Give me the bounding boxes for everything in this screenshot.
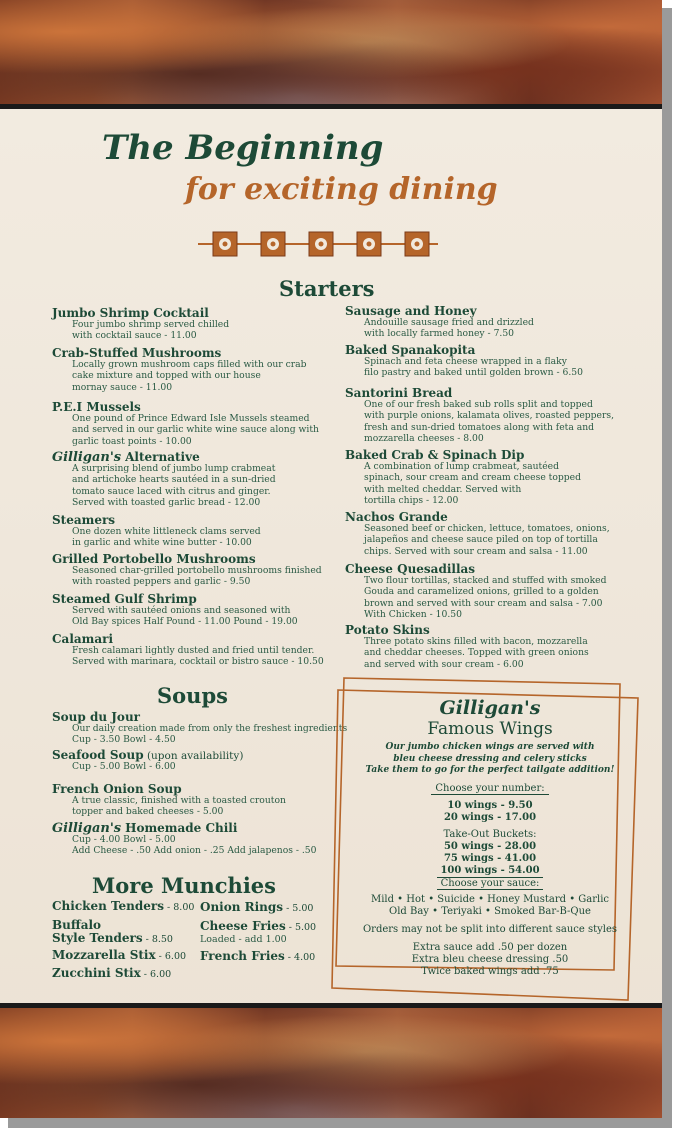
split-note: Orders may not be split into different sauce styles	[362, 923, 618, 935]
menu-item-desc-line: With Chicken - 10.50	[364, 609, 462, 621]
menu-item-desc-line: Three potato skins filled with bacon, mozzarella	[364, 636, 588, 647]
wings-bucket-line: 50 wings - 28.00	[443, 840, 537, 852]
munchies-item-price: - 6.00	[155, 951, 187, 962]
munchies-item-name: Mozzarella Stix	[52, 948, 156, 962]
menu-item-title: Calamari	[52, 632, 114, 646]
menu-item-desc-line: jalapeños and cheese sauce piled on top of tortilla	[364, 534, 598, 546]
menu-item-desc-line: and cheddar cheeses. Topped with green onions	[364, 647, 589, 659]
munchies-item-price: - 5.00	[285, 922, 317, 933]
menu-item-desc-line: A combination of lump crabmeat, sautéed	[364, 461, 559, 472]
buckets-label: Take-Out Buckets:	[443, 828, 537, 840]
menu-item-desc-line: with locally farmed honey - 7.50	[364, 328, 515, 340]
munchies-item	[52, 967, 171, 981]
menu-item-desc-line: garlic toast points - 10.00	[72, 435, 192, 447]
menu-item-desc-line: mornay sauce - 11.00	[72, 381, 173, 393]
menu-item-desc-line: and served in our garlic white wine sauce along with	[72, 424, 319, 436]
choose-number-label: Choose your number:	[431, 783, 548, 795]
wings-title-script: Gilligan's	[439, 697, 541, 719]
wings-extra-line: Twice baked wings add .75	[421, 965, 559, 977]
wings-title: Famous Wings	[427, 719, 553, 739]
choose-sauce-label: Choose your sauce:	[437, 877, 544, 890]
menu-item-name	[345, 510, 448, 524]
munchies-item-name: Zucchini Stix	[52, 966, 141, 980]
menu-item-name	[52, 748, 243, 762]
menu-item-desc-line: Locally grown mushroom caps filled with our crab	[72, 359, 307, 370]
menu-item-desc-line: One pound of Prince Edward Isle Mussels steamed	[72, 413, 310, 424]
munchies-item-price: - 5.00	[283, 903, 314, 914]
menu-item-title: Baked Spanakopita	[345, 343, 476, 357]
menu-item-desc-line: and served with sour cream - 6.00	[364, 658, 524, 670]
menu-item-name-script: Gilligan's	[52, 450, 122, 465]
menu-item-desc-line: Our daily creation made from only the freshest ingredients	[72, 723, 348, 734]
menu-item-title: Santorini Bread	[345, 386, 453, 400]
menu-item-desc-line: Gouda and caramelized onions, grilled to a golden	[364, 586, 599, 598]
menu-item-desc-line: A true classic, finished with a toasted crouton	[72, 795, 286, 806]
menu-item-title: Cheese Quesadillas	[345, 562, 476, 576]
wings-count-line: 20 wings - 17.00	[443, 811, 537, 823]
sauces-line-2: Old Bay • Teriyaki • Smoked Bar-B-Que	[389, 905, 591, 917]
munchies-item-price: - 8.50	[142, 934, 173, 945]
menu-item-desc-line: Andouille sausage fried and drizzled	[364, 317, 534, 328]
menu-item-name	[345, 623, 430, 637]
menu-item-desc-line: with purple onions, kalamata olives, roasted peppers,	[364, 410, 615, 422]
menu-item-desc-line: tortilla chips - 12.00	[364, 495, 459, 507]
munchies-item-price: - 8.00	[164, 902, 195, 913]
menu-item-title: Potato Skins	[345, 623, 430, 637]
menu-item-title: Seafood Soup	[52, 748, 144, 762]
wings-bucket-line: 75 wings - 41.00	[443, 852, 537, 864]
munchies-item-note: Loaded - add 1.00	[200, 934, 287, 945]
munchies-item	[200, 949, 315, 963]
menu-item-title: Grilled Portobello Mushrooms	[52, 552, 256, 566]
munchies-item	[52, 949, 186, 963]
wings-buckets	[345, 841, 635, 877]
menu-item-name	[52, 632, 113, 646]
menu-item-desc-line: A surprising blend of jumbo lump crabmeat	[72, 463, 276, 474]
menu-item-name	[345, 386, 452, 400]
menu-item-name	[52, 552, 256, 566]
menu-item-desc-line: tomato sauce laced with citrus and ginger.	[72, 485, 271, 497]
menu-item-name	[52, 782, 182, 796]
menu-item-title: P.E.I Mussels	[52, 400, 141, 414]
menu-item-name	[345, 562, 475, 576]
wings-bucket-line: 100 wings - 54.00	[440, 864, 540, 876]
menu-item-desc-line: Cup - 3.50 Bowl - 4.50	[72, 734, 176, 746]
menu-item-desc-line: brown and served with sour cream and salsa - 7.00	[364, 597, 603, 609]
wings-extra-line: Extra bleu cheese dressing .50	[411, 953, 569, 965]
top-decorative-band	[0, 0, 662, 106]
menu-item-desc-line: Seasoned char-grilled portobello mushrooms finished	[72, 565, 322, 576]
menu-item-desc-line: chips. Served with sour cream and salsa - 11.00	[364, 545, 588, 557]
munchies-item-name: Buffalo	[52, 918, 102, 932]
menu-item-name-script: Gilligan's	[52, 821, 122, 836]
munchies-item-name-line2: Style Tenders	[52, 931, 143, 945]
munchies-item	[52, 919, 173, 946]
menu-item-title: French Onion Soup	[52, 782, 182, 796]
wings-count-line: 10 wings - 9.50	[447, 799, 533, 811]
munchies-heading: More Munchies	[92, 873, 276, 898]
menu-item-title: Homemade Chili	[125, 821, 238, 835]
menu-item-desc-line: filo pastry and baked until golden brown - 6.50	[364, 367, 583, 379]
menu-item-desc-line: in garlic and white wine butter - 10.00	[72, 537, 252, 549]
wings-counts	[345, 800, 635, 824]
menu-item-desc-line: topper and baked cheeses - 5.00	[72, 806, 224, 818]
menu-item-desc-line: spinach, sour cream and cream cheese topped	[364, 472, 581, 484]
munchies-item-name: Cheese Fries	[200, 919, 286, 933]
menu-item-title: Sausage and Honey	[345, 304, 477, 318]
menu-item-desc-line: Seasoned beef or chicken, lettuce, tomatoes, onions,	[364, 523, 610, 534]
menu-item-desc-line: Two flour tortillas, stacked and stuffed with smoked	[364, 575, 607, 586]
menu-item-desc-line: Served with marinara, cocktail or bistro sauce - 10.50	[72, 656, 324, 668]
munchies-item	[200, 900, 313, 914]
munchies-item	[200, 919, 316, 933]
menu-item-desc-line: with melted cheddar. Served with	[364, 483, 522, 495]
menu-item-desc-line: Served with sautéed onions and seasoned with	[72, 605, 291, 616]
menu-item-desc-line: mozzarella cheeses - 8.00	[364, 433, 484, 445]
ornament-divider	[198, 230, 438, 258]
menu-item-desc-line: Cup - 5.00 Bowl - 6.00	[72, 761, 176, 772]
menu-item-title: Nachos Grande	[345, 510, 448, 524]
starters-heading: Starters	[279, 276, 375, 301]
menu-item-title: Steamed Gulf Shrimp	[52, 592, 197, 606]
title-line-2: for exciting dining	[185, 172, 498, 207]
wings-intro-line: bleu cheese dressing and celery sticks	[393, 753, 587, 764]
menu-item-name	[52, 346, 221, 360]
wings-extra-line: Extra sauce add .50 per dozen	[412, 941, 568, 953]
menu-item-name	[52, 710, 140, 724]
munchies-item-name: Onion Rings	[200, 900, 284, 914]
title-line-1: The Beginning	[102, 128, 384, 168]
menu-item-name	[52, 400, 141, 414]
menu-item-desc-line: Old Bay spices Half Pound - 11.00 Pound - 19.00	[72, 616, 298, 628]
sauces-line-1: Mild • Hot • Suicide • Honey Mustard • Garlic	[370, 893, 610, 905]
menu-item-name	[52, 592, 197, 606]
menu-item-title: Jumbo Shrimp Cocktail	[52, 306, 209, 320]
wings-intro-line: Our jumbo chicken wings are served with	[385, 742, 595, 752]
wings-intro	[345, 742, 635, 777]
top-divider-bar	[0, 104, 662, 109]
menu-item-title: Baked Crab & Spinach Dip	[345, 448, 525, 462]
menu-item-title: Soup du Jour	[52, 710, 140, 724]
menu-item-desc-line: One of our fresh baked sub rolls split and topped	[364, 399, 593, 410]
munchies-item-price: - 6.00	[140, 969, 172, 980]
menu-item-desc-line: fresh and sun-dried tomatoes along with feta and	[364, 421, 594, 433]
munchies-item-name: French Fries	[200, 949, 285, 963]
munchies-item-price: - 4.00	[284, 952, 316, 963]
menu-item-desc-line: with roasted peppers and garlic - 9.50	[72, 576, 251, 588]
wings-extras	[345, 942, 635, 978]
menu-item-name	[345, 448, 524, 462]
bottom-decorative-band	[0, 1008, 662, 1118]
menu-item-note: (upon availability)	[143, 750, 244, 762]
menu-item-name	[345, 343, 475, 357]
menu-item-name	[52, 306, 209, 320]
munchies-item-name: Chicken Tenders	[52, 899, 165, 913]
menu-item-desc-line: Spinach and feta cheese wrapped in a flaky	[364, 356, 567, 367]
wings-box	[345, 698, 635, 978]
menu-item-title: Alternative	[125, 450, 200, 464]
menu-item-name	[52, 513, 115, 527]
menu-item-desc-line: One dozen white littleneck clams served	[72, 526, 261, 537]
menu-item-desc-line: Four jumbo shrimp served chilled	[72, 319, 230, 330]
menu-item-title: Steamers	[52, 513, 116, 527]
munchies-item	[52, 900, 194, 914]
menu-item-desc-line: Served with toasted garlic bread - 12.00	[72, 497, 261, 509]
menu-item-title: Crab-Stuffed Mushrooms	[52, 346, 222, 360]
menu-item-name	[345, 304, 477, 318]
soups-heading: Soups	[157, 683, 228, 708]
menu-item-desc-line: and artichoke hearts sautéed in a sun-dried	[72, 474, 276, 486]
wings-intro-line: Take them to go for the perfect tailgate addition!	[365, 765, 615, 775]
menu-item-desc-line: Fresh calamari lightly dusted and fried until tender.	[72, 645, 315, 656]
menu-item-desc-line: with cocktail sauce - 11.00	[72, 330, 197, 342]
menu-item-desc-line: Add Cheese - .50 Add onion - .25 Add jalapenos - .50	[72, 845, 317, 857]
menu-item-desc-line: Cup - 4.00 Bowl - 5.00	[72, 834, 176, 845]
menu-item-desc-line: cake mixture and topped with our house	[72, 370, 261, 382]
